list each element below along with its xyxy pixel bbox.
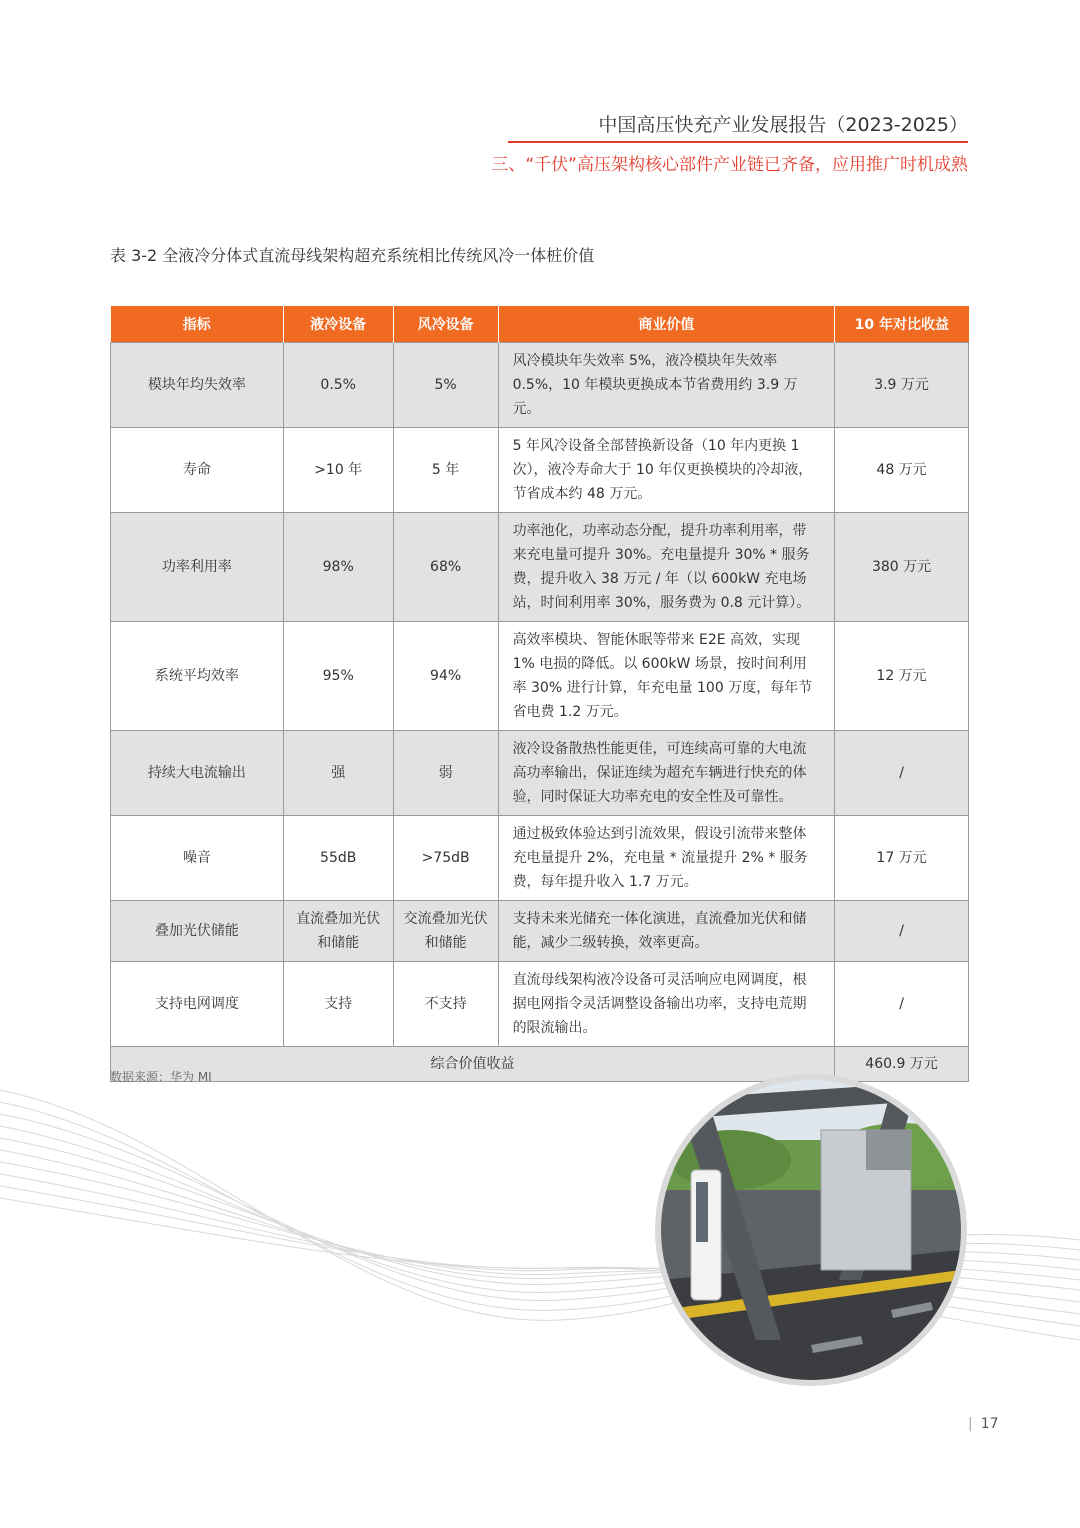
- liquid-cell: 95%: [283, 622, 393, 731]
- total-value: 460.9 万元: [835, 1047, 969, 1082]
- charging-station-photo: [655, 1074, 967, 1386]
- value-cell: 支持未来光储充一体化演进，直流叠加光伏和储能，减少二级转换，效率更高。: [498, 901, 835, 962]
- gain-cell: 12 万元: [835, 622, 969, 731]
- value-cell: 风冷模块年失效率 5%，液冷模块年失效率 0.5%，10 年模块更换成本节省费用约 3.9 万元。: [498, 343, 835, 428]
- gain-cell: 48 万元: [835, 428, 969, 513]
- comparison-table: [110, 306, 969, 1082]
- column-header-value: 商业价值: [498, 306, 835, 343]
- air-cell: 交流叠加光伏和储能: [393, 901, 498, 962]
- data-source: 数据来源：华为 MI: [110, 1070, 212, 1084]
- liquid-cell: 支持: [283, 962, 393, 1047]
- column-header-air: 风冷设备: [393, 306, 498, 343]
- column-header-gain: 10 年对比收益: [835, 306, 969, 343]
- table-row: [111, 816, 969, 901]
- air-cell: 5 年: [393, 428, 498, 513]
- table-row: [111, 428, 969, 513]
- gain-cell: 380 万元: [835, 513, 969, 622]
- table-row: [111, 622, 969, 731]
- gain-cell: 17 万元: [835, 816, 969, 901]
- liquid-cell: 直流叠加光伏和储能: [283, 901, 393, 962]
- metric-cell: 功率利用率: [111, 513, 284, 622]
- liquid-cell: 98%: [283, 513, 393, 622]
- header-rule: [508, 141, 968, 143]
- table-row: [111, 513, 969, 622]
- air-cell: 68%: [393, 513, 498, 622]
- metric-cell: 支持电网调度: [111, 962, 284, 1047]
- table-header-row: [111, 306, 969, 343]
- table-row: [111, 343, 969, 428]
- value-cell: 直流母线架构液冷设备可灵活响应电网调度，根据电网指令灵活调整设备输出功率，支持电荒期的限流输出。: [498, 962, 835, 1047]
- table-row: [111, 731, 969, 816]
- metric-cell: 系统平均效率: [111, 622, 284, 731]
- gain-cell: 3.9 万元: [835, 343, 969, 428]
- total-label: 综合价值收益: [111, 1047, 835, 1082]
- page-number-value: 17: [980, 1416, 999, 1432]
- liquid-cell: >10 年: [283, 428, 393, 513]
- metric-cell: 持续大电流输出: [111, 731, 284, 816]
- air-cell: 弱: [393, 731, 498, 816]
- liquid-cell: 强: [283, 731, 393, 816]
- column-header-metric: 指标: [111, 306, 284, 343]
- header-title: 中国高压快充产业发展报告（2023-2025）: [598, 114, 968, 136]
- column-header-liquid: 液冷设备: [283, 306, 393, 343]
- value-cell: 功率池化，功率动态分配，提升功率利用率，带来充电量可提升 30%。充电量提升 30% * 服务费，提升收入 38 万元 / 年（以 600kW 充电场站，时间利用率 30%，服务费为 0.8 元计算）。: [498, 513, 835, 622]
- value-cell: 液冷设备散热性能更佳，可连续高可靠的大电流高功率输出，保证连续为超充车辆进行快充的体验，同时保证大功率充电的安全性及可靠性。: [498, 731, 835, 816]
- air-cell: 94%: [393, 622, 498, 731]
- metric-cell: 噪音: [111, 816, 284, 901]
- liquid-cell: 55dB: [283, 816, 393, 901]
- page-number-divider: |: [968, 1416, 973, 1432]
- page-number: [968, 1416, 999, 1432]
- gain-cell: /: [835, 731, 969, 816]
- metric-cell: 寿命: [111, 428, 284, 513]
- air-cell: 5%: [393, 343, 498, 428]
- table-caption: 表 3-2 全液冷分体式直流母线架构超充系统相比传统风冷一体桩价值: [110, 246, 595, 265]
- metric-cell: 模块年均失效率: [111, 343, 284, 428]
- liquid-cell: 0.5%: [283, 343, 393, 428]
- air-cell: 不支持: [393, 962, 498, 1047]
- charging-station-illustration: [661, 1080, 961, 1380]
- gain-cell: /: [835, 962, 969, 1047]
- gain-cell: /: [835, 901, 969, 962]
- value-cell: 高效率模块、智能休眠等带来 E2E 高效，实现 1% 电损的降低。以 600kW 场景，按时间利用率 30% 进行计算，年充电量 100 万度，每年节省电费 1.2 万元。: [498, 622, 835, 731]
- value-cell: 通过极致体验达到引流效果，假设引流带来整体充电量提升 2%，充电量 * 流量提升 2% * 服务费，每年提升收入 1.7 万元。: [498, 816, 835, 901]
- table-row: [111, 962, 969, 1047]
- table-row: [111, 901, 969, 962]
- metric-cell: 叠加光伏储能: [111, 901, 284, 962]
- value-cell: 5 年风冷设备全部替换新设备（10 年内更换 1 次），液冷寿命大于 10 年仅更换模块的冷却液，节省成本约 48 万元。: [498, 428, 835, 513]
- header-subtitle: 三、“千伏”高压架构核心部件产业链已齐备，应用推广时机成熟: [491, 155, 968, 175]
- air-cell: >75dB: [393, 816, 498, 901]
